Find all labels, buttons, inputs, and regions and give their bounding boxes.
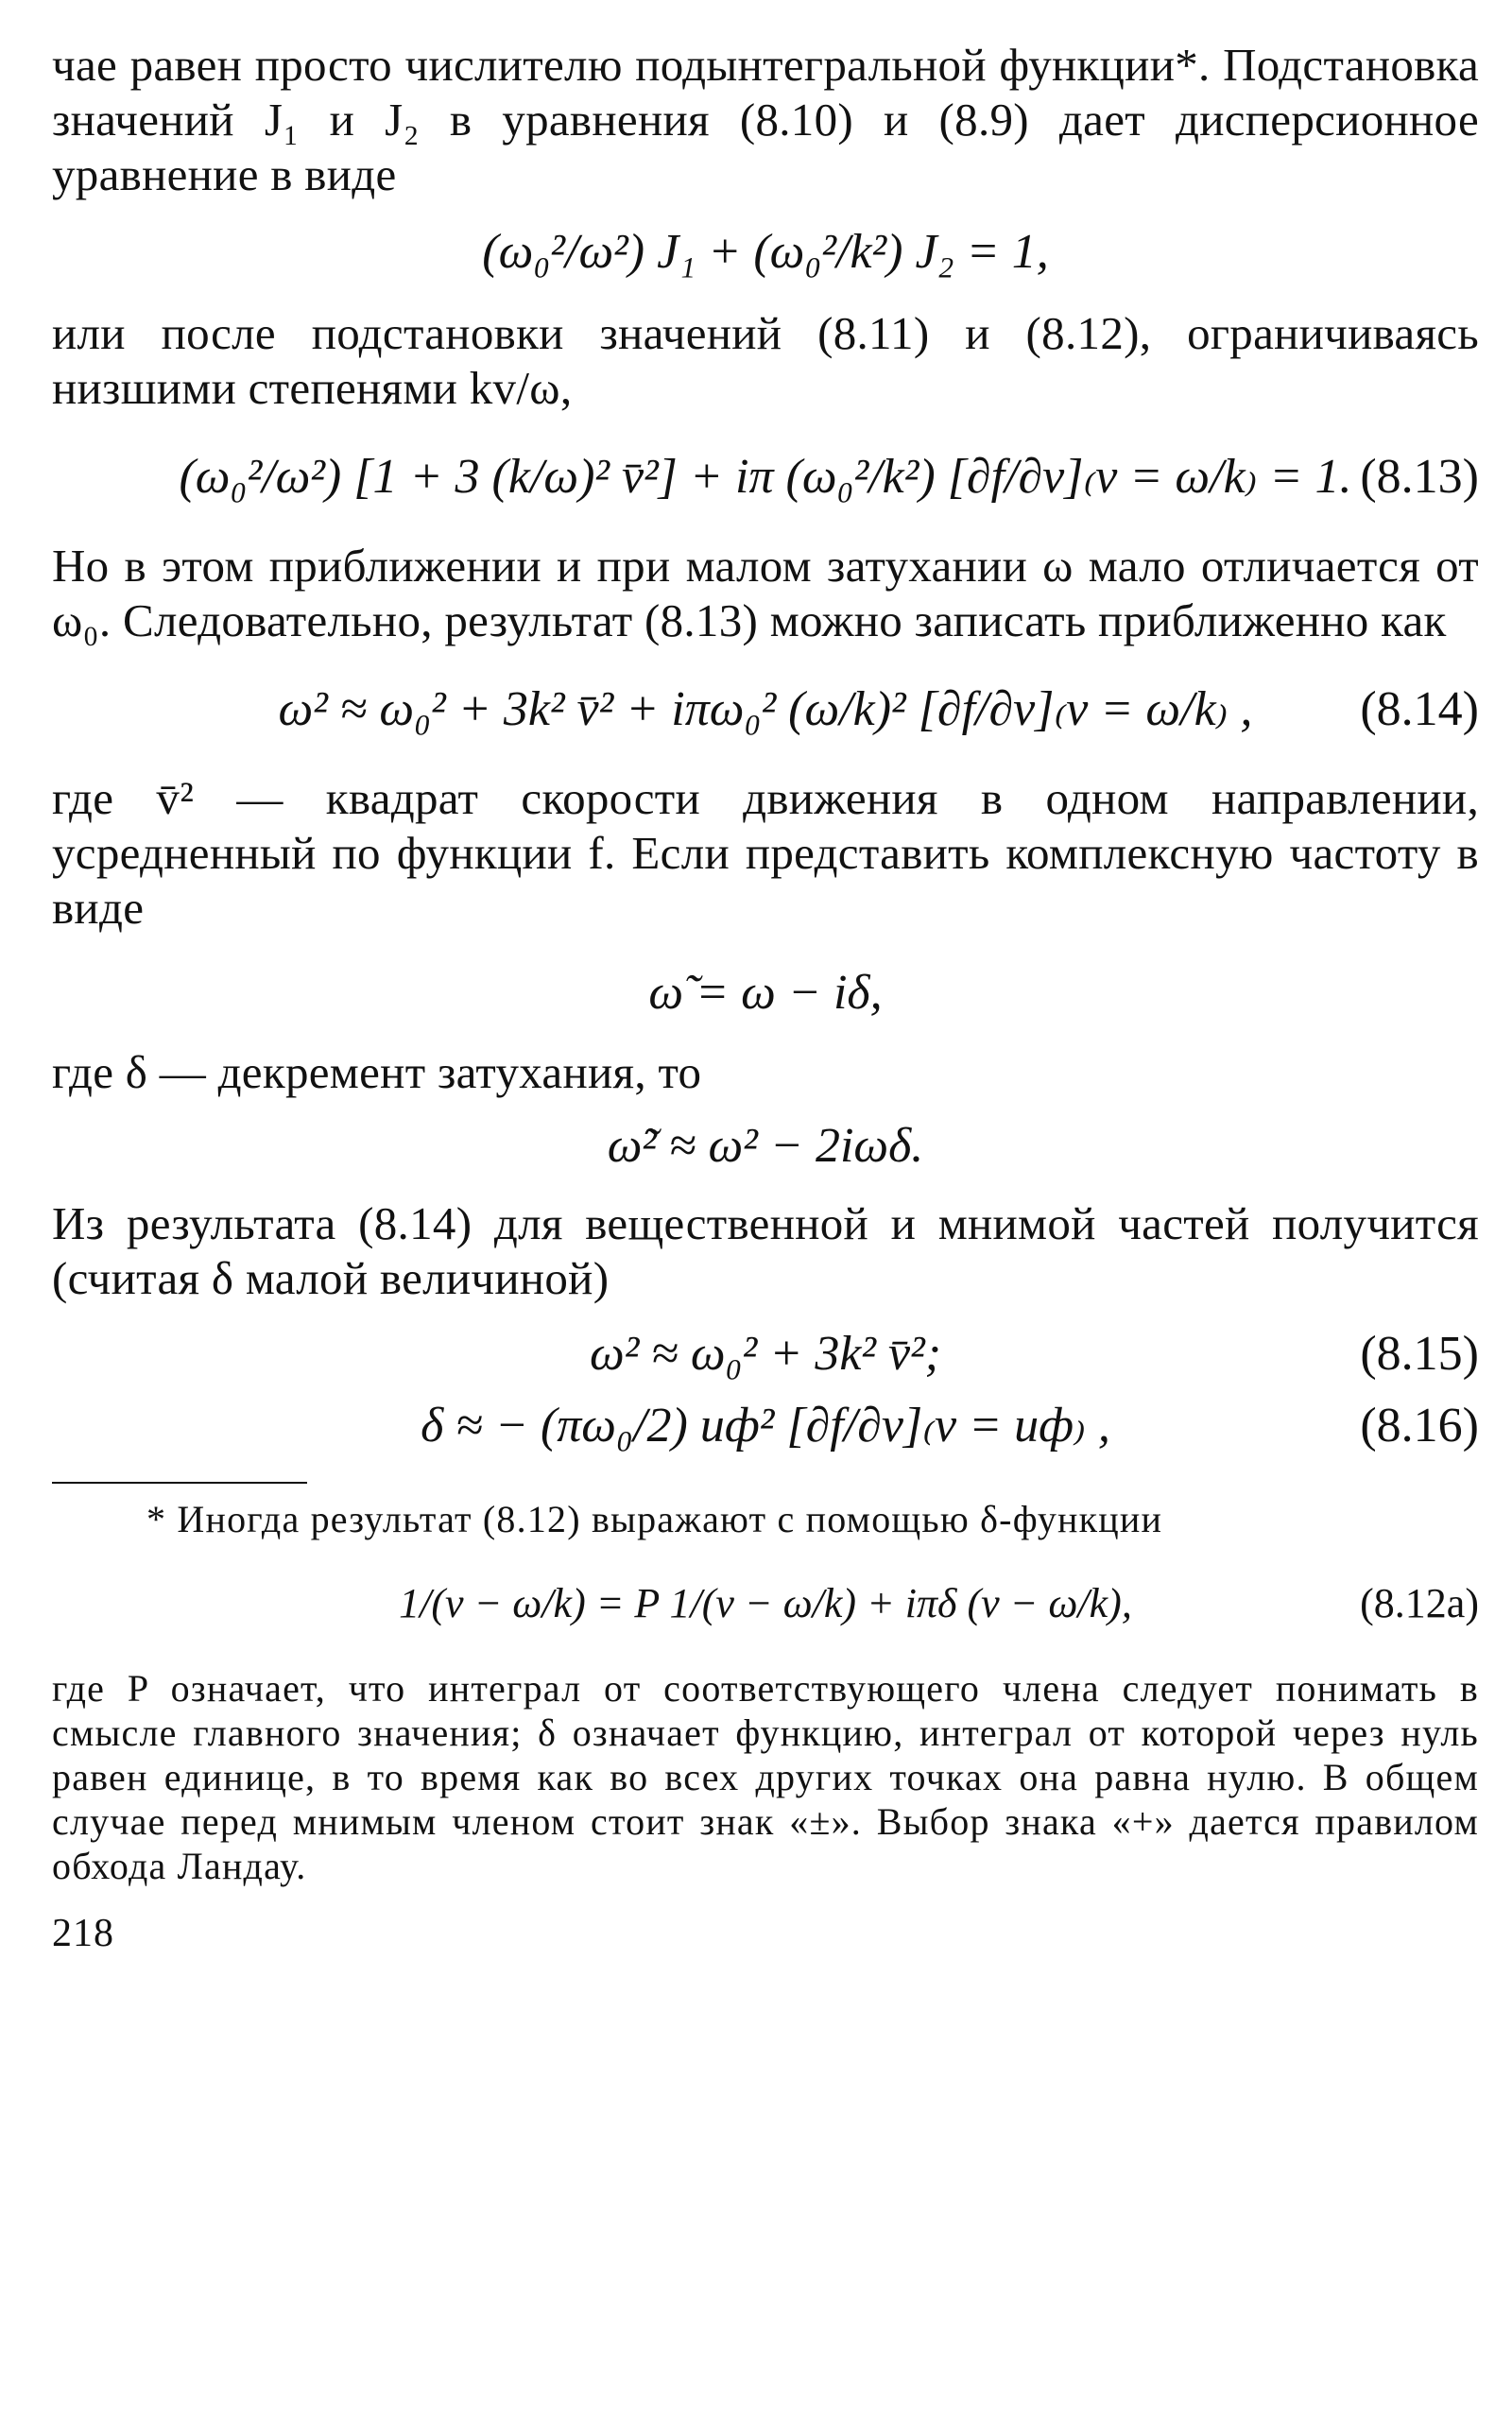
equation-text: ω̃² ≈ ω² − 2iωδ. <box>607 1119 924 1173</box>
equation-text: 1/(v − ω/k) = P 1/(v − ω/k) + iπδ (v − ω/k), <box>399 1580 1132 1626</box>
paragraph-3: Но в этом приближении и при малом затухании ω мало отличается от ω₀. Следовательно, результат (8.13) можно записать приближенно как <box>52 540 1479 646</box>
paragraph-2: или после подстановки значений (8.11) и (8.12), ограничиваясь низшими степенями kv/ω, <box>52 307 1479 414</box>
equation-number: (8.14) <box>1360 682 1479 736</box>
equation-8-14 <box>52 680 1479 739</box>
equation-8-13 <box>52 448 1479 507</box>
equation-number: (8.13) <box>1360 450 1479 504</box>
footnote-text: где P означает, что интеграл от соответствующего члена следует понимать в смысле главного значения; δ означает функцию, интеграл от которой через нуль равен единице, в то время как во всех других точках она равна нулю. В общем случае перед мнимым членом стоит знак «±». Выбор знака «+» дается правилом обхода Ландау. <box>52 1667 1479 1887</box>
equation-complex-frequency <box>52 964 1479 1023</box>
equation-8-15 <box>52 1325 1479 1384</box>
footnote-divider <box>52 1482 307 1484</box>
paragraph-4: где v̄² — квадрат скорости движения в одном направлении, усредненный по функции f. Если представить комплексную частоту в виде <box>52 772 1479 934</box>
equation-text: (ω₀²/ω²) [1 + 3 (k/ω)² v̄²] + iπ (ω₀²/k²) [∂f/∂v]₍v = ω/k₎ = 1. <box>179 450 1352 504</box>
footnote-intro: * Иногда результат (8.12) выражают с помощью δ-функции <box>146 1498 1163 1540</box>
equation-text: ω̃ = ω − iδ, <box>648 966 883 1020</box>
paragraph-6: Из результата (8.14) для вещественной и мнимой частей получится (считая δ малой величиной) <box>52 1197 1479 1304</box>
paragraph-1: чае равен просто числителю подынтегральной функции*. Подстановка значений J₁ и J₂ в уравнения (8.10) и (8.9) дает дисперсионное уравнение в виде <box>52 39 1479 200</box>
equation-text: (ω₀²/ω²) J₁ + (ω₀²/k²) J₂ = 1, <box>482 225 1049 279</box>
equation-number: (8.12а) <box>1360 1580 1479 1626</box>
equation-number: (8.16) <box>1360 1399 1479 1453</box>
equation-8-16 <box>52 1397 1479 1455</box>
book-page <box>52 38 1479 1956</box>
equation-frequency-squared <box>52 1117 1479 1176</box>
page-number: 218 <box>52 1912 114 1955</box>
equation-text: ω² ≈ ω₀² + 3k² v̄²; <box>590 1327 941 1381</box>
equation-text: ω² ≈ ω₀² + 3k² v̄² + iπω₀² (ω/k)² [∂f/∂v]₍v = ω/k₎ , <box>278 682 1253 736</box>
paragraph-5: где δ — декремент затухания, то <box>52 1046 702 1098</box>
footnote-equation-8-12a <box>52 1579 1479 1628</box>
equation-number: (8.15) <box>1360 1327 1479 1381</box>
equation-dispersion <box>52 223 1479 282</box>
equation-text: δ ≈ − (πω₀/2) uф² [∂f/∂v]₍v = uф₎ , <box>421 1399 1110 1453</box>
